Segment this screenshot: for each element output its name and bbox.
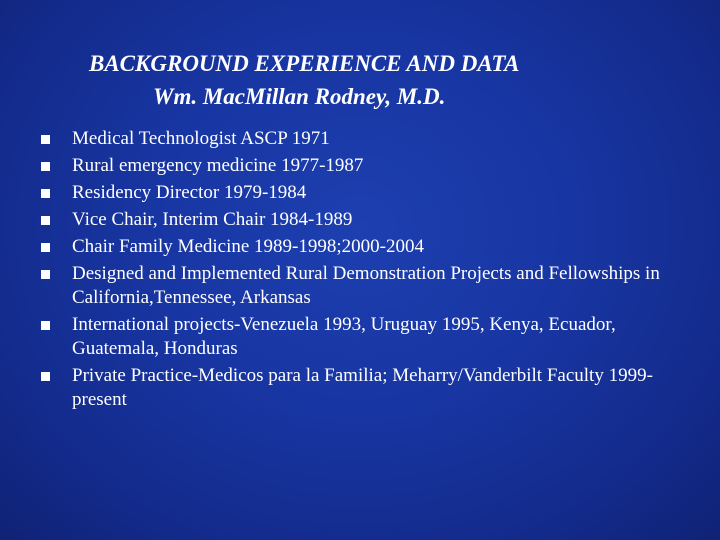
bullet-item <box>38 364 698 412</box>
bullet-text: Residency Director 1979-1984 <box>72 182 307 203</box>
square-bullet-icon <box>41 321 50 330</box>
bullet-text: Private Practice-Medicos para la Familia; Meharry/Vanderbilt Faculty 1999-present <box>72 365 653 410</box>
square-bullet-icon <box>41 216 50 225</box>
title-line-1: BACKGROUND EXPERIENCE AND DATA <box>89 51 520 76</box>
title-line-2: Wm. MacMillan Rodney, M.D. <box>153 84 446 109</box>
square-bullet-icon <box>41 135 50 144</box>
bullet-text: Designed and Implemented Rural Demonstration Projects and Fellowships in California,Tennessee, Arkansas <box>72 263 660 308</box>
bullet-text: Chair Family Medicine 1989-1998;2000-2004 <box>72 236 424 257</box>
bullet-item <box>38 262 698 310</box>
bullet-text: Rural emergency medicine 1977-1987 <box>72 155 364 176</box>
square-bullet-icon <box>41 162 50 171</box>
bullet-item <box>38 313 698 361</box>
square-bullet-icon <box>41 270 50 279</box>
bullet-list <box>38 127 698 415</box>
bullet-text: Vice Chair, Interim Chair 1984-1989 <box>72 209 353 230</box>
square-bullet-icon <box>41 243 50 252</box>
bullet-item <box>38 208 698 232</box>
bullet-text: International projects-Venezuela 1993, Uruguay 1995, Kenya, Ecuador, Guatemala, Honduras <box>72 314 616 359</box>
square-bullet-icon <box>41 189 50 198</box>
bullet-item <box>38 127 698 151</box>
bullet-item <box>38 235 698 259</box>
bullet-item <box>38 181 698 205</box>
square-bullet-icon <box>41 372 50 381</box>
bullet-item <box>38 154 698 178</box>
bullet-text: Medical Technologist ASCP 1971 <box>72 128 330 149</box>
